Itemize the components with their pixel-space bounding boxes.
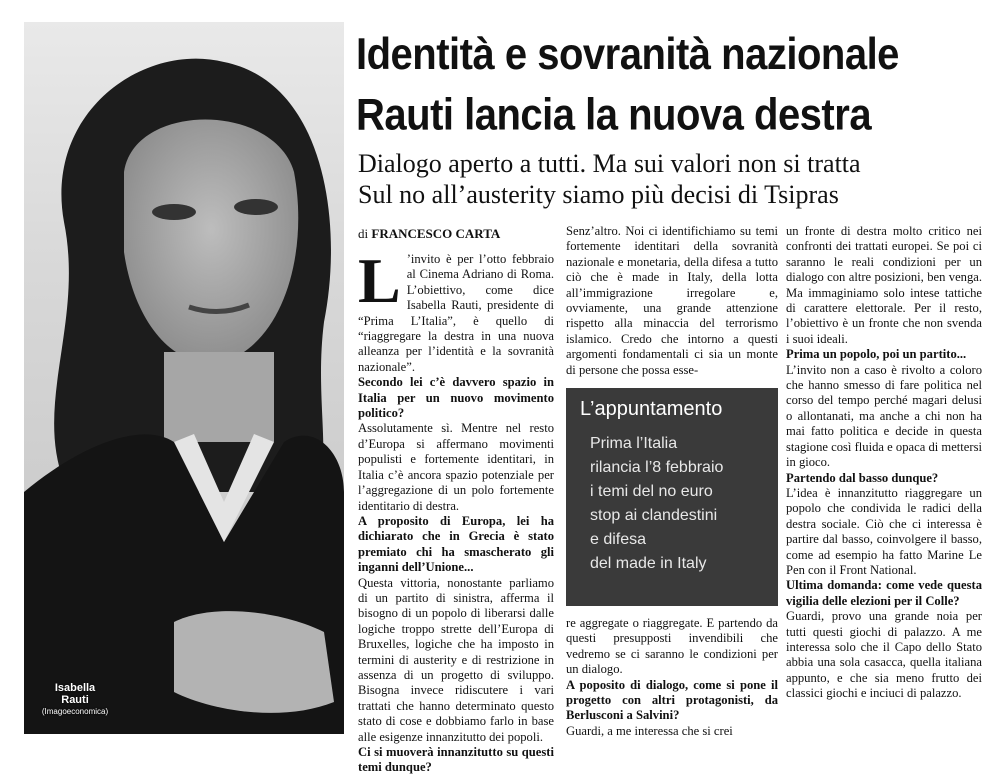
question-6: Partendo dal basso dunque? <box>786 470 939 485</box>
answer-7: Guardi, provo una grande noia per tutti questi giochi di palazzo. A me interessa solo che il Capo dello Stato abbia una sola casacca, quella italiana appunto, e che sia meno frutto dei classici giochi e inciuci di palazzo. <box>786 609 982 701</box>
headline <box>356 24 986 145</box>
column-2-bottom <box>566 616 778 739</box>
answer-6: L’idea è innanzitutto riaggregare un popolo che condivida le radici della destra sociale. Ciò che ci interessa è partire dal basso, coinvolgere il basso, come ad esempio ha fatto Marine Le Pen con il Front National. <box>786 485 982 577</box>
byline-prefix: di <box>358 226 369 241</box>
headline-line1: Identità e sovranità nazionale <box>356 29 899 79</box>
intro-text: ’invito è per l’otto febbraio al Cinema Adriano di Roma. L’obiettivo, come dice Isabella Rauti, presidente di “Prima L’Italia”, è quello di “riaggregare la destra in una nuova alleanza per l’identità e la sovranità nazionale”. <box>358 252 554 374</box>
answer-5: L’invito non a caso è rivolto a coloro che hanno smesso di fare politica nel corso del tempo perché magari delusi o allontanati, ma anche a chi non ha mai fatto politica e decide in questa stagione così fluida e opaca di mettersi in gioco. <box>786 362 982 470</box>
answer-3: Senz’altro. Noi ci identifichiamo su temi fortemente identitari della sovranità nazionale e monetaria, della difesa a tutto ciò che è made in Italy, della lotta all’immigrazione irregolare e, ovviamente, una grande attenzione rispetto alla minaccia del terrorismo islamico. Credo che intorno a questi argomenti fondamentali ci sia un monte di persone che possa esse- <box>566 224 778 377</box>
box-line-3: i temi del no euro <box>590 483 713 500</box>
answer-2: Questa vittoria, nonostante parliamo di un partito di sinistra, afferma il bisogno di un popolo di liberarsi dalle logiche troppo strette dell’Europa di Bruxelles, logiche che ha imposto in termini di austerity e di restrizione in assenza di un progetto di sviluppo. Bisogna invece ridiscutere i vari trattati che hanno determinato questo stato di cose e dobbiamo farlo in base alle esigenze innanzitutto dei popoli. <box>358 575 554 744</box>
box-title: L’appuntamento <box>580 398 723 420</box>
photo-caption <box>30 682 120 718</box>
question-4: A poposito di dialogo, come si pone il progetto con altri protagonisti, da Berlusconi a Salvini? <box>566 677 778 723</box>
portrait-photo <box>24 22 344 734</box>
question-7: Ultima domanda: come vede questa vigilia delle elezioni per il Colle? <box>786 578 982 608</box>
box-line-2: rilancia l’8 febbraio <box>590 459 724 476</box>
caption-name-line2: Rauti <box>61 694 89 706</box>
caption-credit: (Imagoeconomica) <box>41 707 109 716</box>
appointment-box <box>566 388 778 606</box>
column-1 <box>358 245 554 776</box>
answer-1: Assolutamente sì. Mentre nel resto d’Europa si affermano movimenti populisti e fortemente identitari, in Italia c’è ancora spazio potenziale per l’aggregazione di un polo fortemente identitario di destra. <box>358 421 554 513</box>
box-line-6: del made in Italy <box>590 555 707 572</box>
intro-paragraph <box>358 245 554 375</box>
byline <box>358 226 500 242</box>
question-2: A proposito di Europa, lei ha dichiarato che in Grecia è stato premiato chi ha smascherato gli inganni dell’Unione... <box>358 513 554 575</box>
answer-4-continued: un fronte di destra molto critico nei confronti dei trattati europei. Se poi ci saranno le reali condizioni per un dialogo con altre posizioni, ben venga. Ma immaginiamo solo intese tattiche di carattere elettorale. Per il resto, l’obiettivo è un fronte che non svenda i suoi ideali. <box>786 224 982 346</box>
byline-author: FRANCESCO CARTA <box>371 226 501 241</box>
subtitle <box>358 148 988 210</box>
answer-3-continued: re aggregate o riaggregate. E partendo da questi presupposti invendibili che vedremo se ci saranno le condizioni per un dialogo. <box>566 616 778 677</box>
question-1: Secondo lei c’è davvero spazio in Italia per un nuovo movimento politico? <box>358 375 554 421</box>
dropcap: L <box>358 245 401 316</box>
box-lines <box>590 432 723 576</box>
question-3: Ci si muoverà innanzitutto su questi temi dunque? <box>358 745 554 775</box>
box-line-5: e difesa <box>590 531 647 548</box>
subtitle-line2: Sul no all’austerity siamo più decisi di Tsipras <box>358 180 839 209</box>
answer-4: Guardi, a me interessa che si crei <box>566 723 733 738</box>
portrait-illustration <box>24 22 344 734</box>
box-line-4: stop ai clandestini <box>590 507 718 524</box>
subtitle-line1: Dialogo aperto a tutti. Ma sui valori non si tratta <box>358 149 861 178</box>
headline-line2: Rauti lancia la nuova destra <box>356 90 872 140</box>
box-line-1: Prima l’Italia <box>590 435 678 452</box>
caption-name-line1: Isabella <box>54 682 96 694</box>
question-5: Prima un popolo, poi un partito... <box>786 347 967 362</box>
column-2-top <box>566 224 778 378</box>
column-3 <box>786 224 982 702</box>
